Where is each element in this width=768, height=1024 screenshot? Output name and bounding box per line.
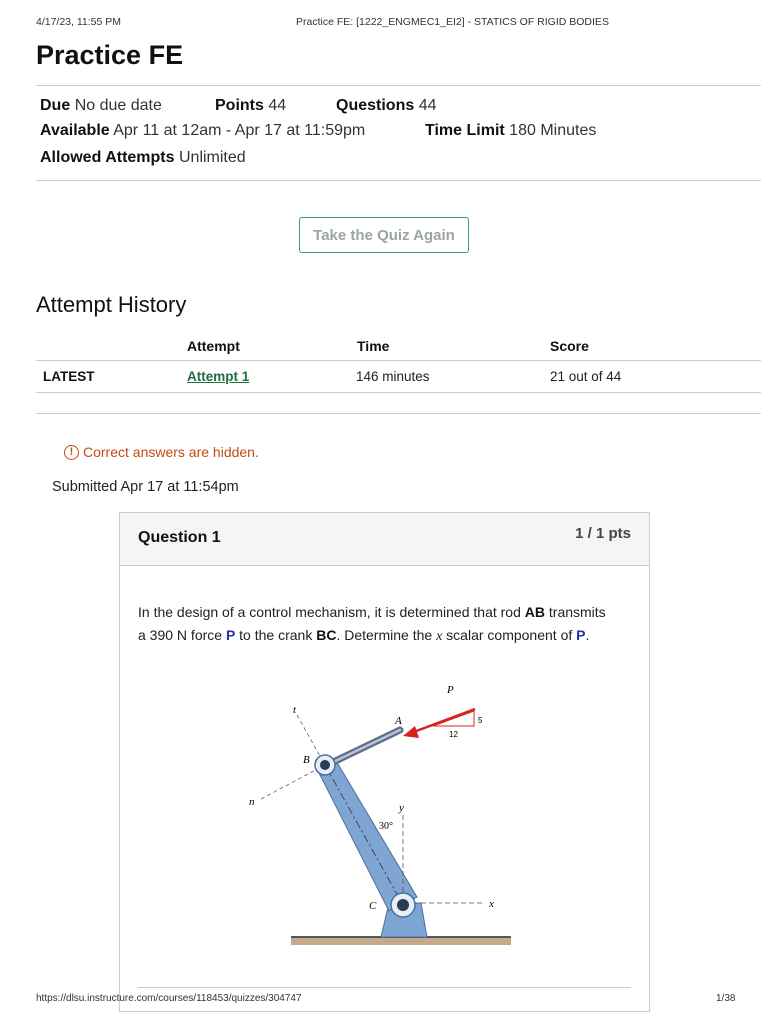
attempts-label: Allowed Attempts <box>40 149 175 166</box>
question-title: Question 1 <box>138 529 221 546</box>
answers-hidden-notice <box>64 444 259 460</box>
attempt-1-link[interactable]: Attempt 1 <box>187 369 250 384</box>
points-value: 44 <box>268 97 287 114</box>
questions-label: Questions <box>336 97 415 114</box>
pin-b-center <box>320 760 330 770</box>
label-c: C <box>369 900 377 912</box>
attempt-time: 146 minutes <box>356 369 430 384</box>
divider <box>138 987 631 988</box>
force-label: P <box>225 627 236 643</box>
label-slope-rise: 5 <box>478 716 483 725</box>
question-points: 1 / 1 pts <box>575 525 631 542</box>
pin-c-center <box>397 899 409 911</box>
page-title: Practice FE <box>36 40 184 70</box>
take-quiz-again-button[interactable]: Take the Quiz Again <box>299 217 469 253</box>
question-text-part: to the crank <box>235 627 317 643</box>
question-header <box>120 513 649 566</box>
column-header-time: Time <box>357 338 390 354</box>
table-row-divider <box>36 392 761 393</box>
attempts-value: Unlimited <box>178 149 246 166</box>
print-doc-title: Practice FE: [1222_ENGMEC1_EI2] - STATICS OF RIGID BODIES <box>296 16 609 28</box>
divider <box>36 413 761 414</box>
label-a: A <box>395 715 402 727</box>
divider <box>36 85 761 86</box>
force-p-arrowhead <box>403 726 419 738</box>
questions-value: 44 <box>418 97 437 114</box>
crank-label: BC <box>316 627 337 643</box>
footer-page-number: 1/38 <box>716 993 736 1004</box>
attempts-info <box>40 149 246 167</box>
submitted-timestamp: Submitted Apr 17 at 11:54pm <box>52 479 239 495</box>
points-info <box>215 97 286 115</box>
ground-hatch <box>291 937 511 945</box>
due-value: No due date <box>74 97 162 114</box>
label-angle: 30° <box>379 821 393 832</box>
column-header-score: Score <box>550 338 589 354</box>
column-header-attempt: Attempt <box>187 338 240 354</box>
n-axis <box>261 765 325 799</box>
table-row <box>36 360 761 392</box>
rod-ab-highlight <box>327 730 400 765</box>
questions-info <box>336 97 436 115</box>
question-text-part: . <box>585 627 590 643</box>
attempt-history-heading: Attempt History <box>36 292 187 317</box>
available-info <box>40 122 365 140</box>
label-y: y <box>399 802 404 814</box>
notice-text: Correct answers are hidden. <box>83 444 259 460</box>
label-b: B <box>303 754 310 766</box>
label-slope-run: 12 <box>449 730 458 739</box>
footer-url: https://dlsu.instructure.com/courses/118453/quizzes/304747 <box>36 993 302 1004</box>
due-label: Due <box>40 97 71 114</box>
available-value: Apr 11 at 12am - Apr 17 at 11:59pm <box>113 122 366 139</box>
attempt-score: 21 out of 44 <box>550 369 622 384</box>
label-x: x <box>489 898 494 910</box>
question-text-part: transmits a 390 N force <box>138 604 606 643</box>
label-p: P <box>447 685 454 696</box>
time-limit-value: 180 Minutes <box>509 122 597 139</box>
print-datetime: 4/17/23, 11:55 PM <box>36 16 122 28</box>
question-card <box>119 512 650 1012</box>
label-n: n <box>249 796 255 808</box>
crank-bc <box>317 759 417 911</box>
force-label: P <box>576 627 586 643</box>
question-text-part: . Determine the <box>336 627 437 643</box>
rod-label: AB <box>524 604 545 620</box>
points-label: Points <box>215 97 264 114</box>
latest-tag: LATEST <box>43 369 95 384</box>
question-text <box>138 601 608 648</box>
mechanism-diagram <box>249 685 519 961</box>
force-p-line <box>411 709 475 733</box>
question-text-part: scalar component of <box>442 627 577 643</box>
available-label: Available <box>40 122 110 139</box>
divider <box>36 180 761 181</box>
x-variable: x <box>436 629 443 644</box>
question-text-part: In the design of a control mechanism, it is determined that rod <box>138 604 525 620</box>
slope-triangle <box>433 711 474 726</box>
warning-circle-icon: ! <box>64 445 79 460</box>
time-limit-info <box>425 122 596 140</box>
label-t: t <box>293 704 297 716</box>
due-info <box>40 97 162 115</box>
time-limit-label: Time Limit <box>425 122 505 139</box>
